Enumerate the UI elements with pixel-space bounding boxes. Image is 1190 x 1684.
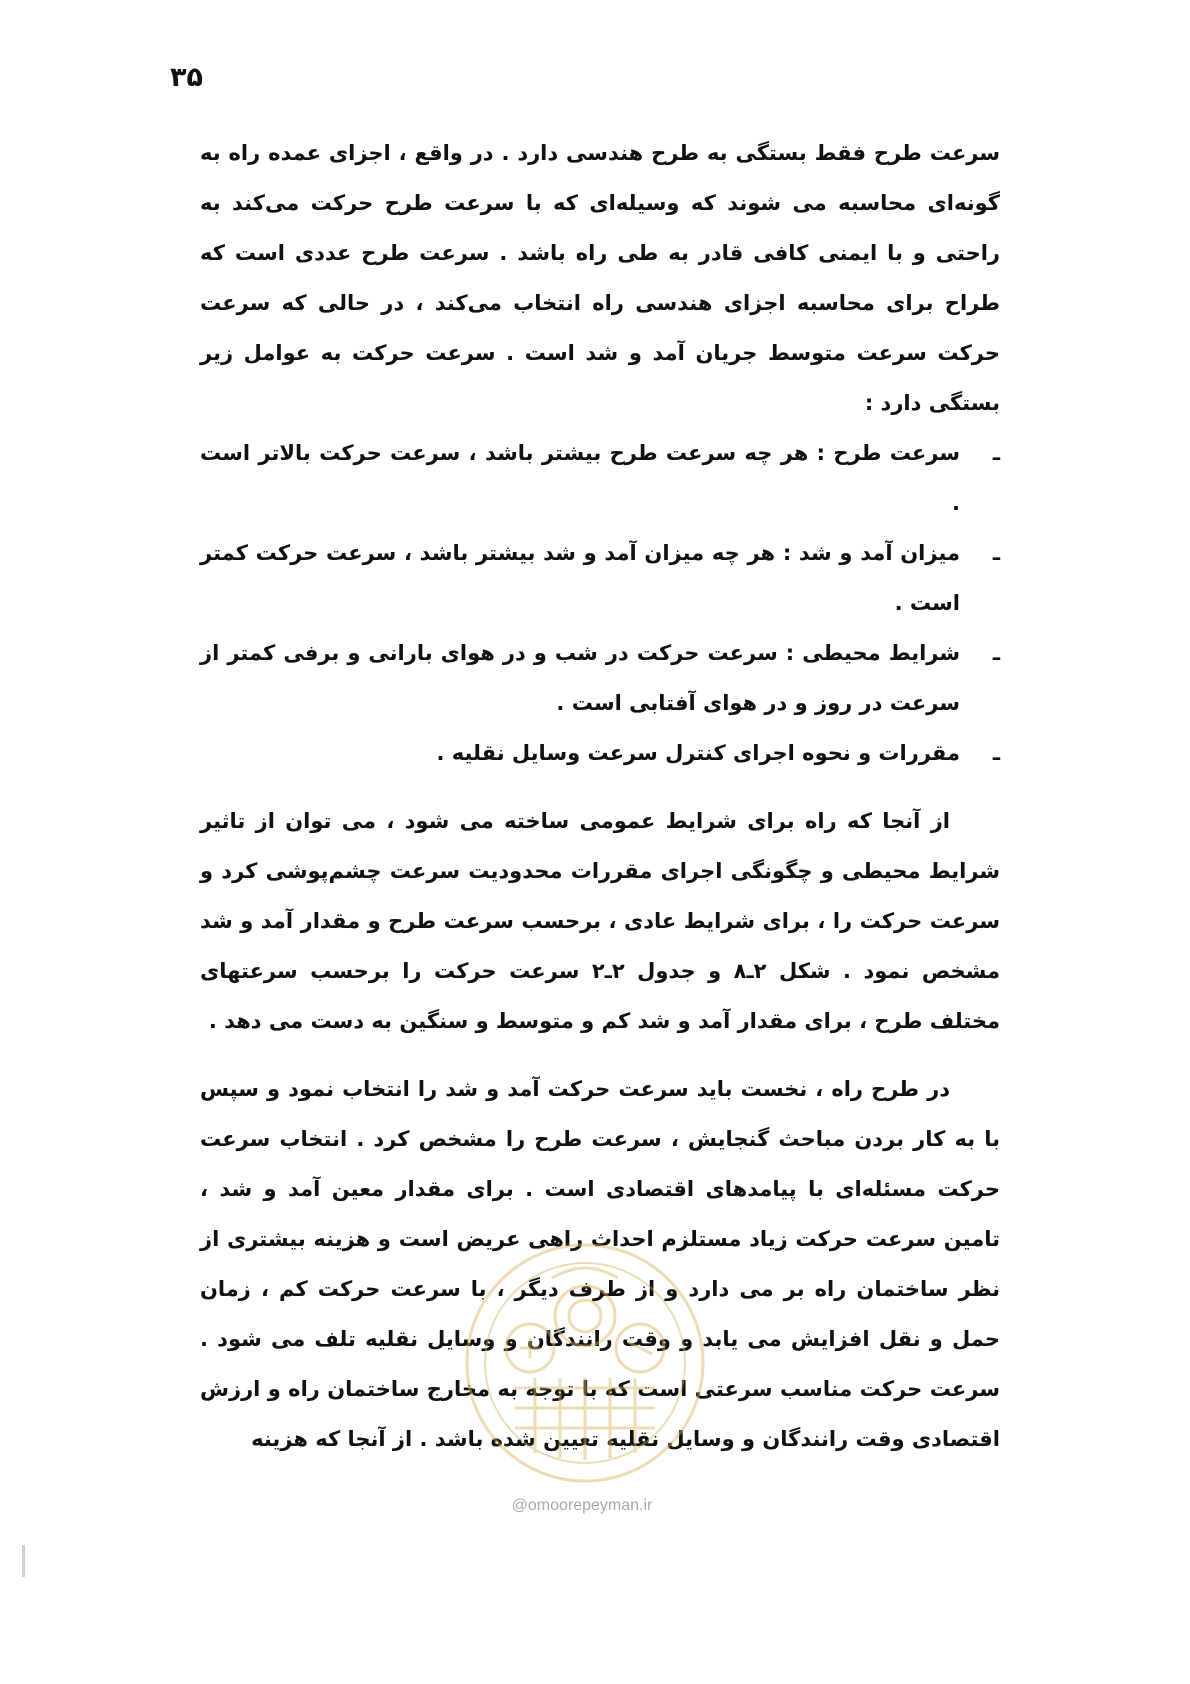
paragraph-speed-selection: در طرح راه ، نخست باید سرعت حرکت آمد و شد را انتخاب نمود و سپس با به کار بردن مباحث گنجایش ، سرعت طرح را مشخص کرد . انتخاب سرعت حرکت مسئله‌ای با پیامدهای اقتصادی است . برای مقدار معین آمد و شد ، تامین سرعت حرکت زیاد مستلزم احداث راهی عریض است و هزینه بیشتری از نظر ساختمان راه بر می دارد و از طرف دیگر ، با سرعت حرکت کم ، زمان حمل و نقل افزایش می یابد و وقت رانندگان و وسایل نقلیه تلف می شود . سرعت حرکت مناسب سرعتی است که با توجه به مخارج ساختمان راه و ارزش اقتصادی وقت رانندگان و وسایل نقلیه تعیین شده باشد . از آنجا که هزینه <box>200 1077 1000 1451</box>
list-item-text: مقررات و نحوه اجرای کنترل سرعت وسایل نقلیه . <box>436 741 960 765</box>
list-dash: ـ <box>992 441 1000 465</box>
paragraph-running-speed: از آنجا که راه برای شرایط عمومی ساخته می شود ، می توان از تاثیر شرایط محیطی و چگونگی اجرای مقررات محدودیت سرعت چشم‌پوشی کرد و سرعت حرکت را ، برای شرایط عادی ، برحسب سرعت طرح و مقدار آمد و شد مشخص نمود . شکل ۲ـ۸ و جدول ۲ـ۲ سرعت حرکت را برحسب سرعتهای مختلف طرح ، برای مقدار آمد و شد کم و متوسط و سنگین به دست می دهد . <box>200 809 1000 1033</box>
list-item-text: سرعت طرح : هر چه سرعت طرح بیشتر باشد ، سرعت حرکت بالاتر است . <box>200 441 960 515</box>
list-item <box>200 728 1000 778</box>
list-item <box>200 528 1000 628</box>
list-dash: ـ <box>992 541 1000 565</box>
list-item <box>200 428 1000 528</box>
list-dash: ـ <box>992 641 1000 665</box>
page-number: ۳۵ <box>170 62 203 93</box>
paragraph-design-speed: سرعت طرح فقط بستگی به طرح هندسی دارد . در واقع ، اجزای عمده راه به گونه‌ای محاسبه می شوند که وسیله‌ای که با سرعت طرح حرکت می‌کند به راحتی و با ایمنی کافی قادر به طی راه باشد . سرعت طرح عددی است که طراح برای محاسبه اجزای هندسی راه انتخاب می‌کند ، در حالی که سرعت حرکت سرعت متوسط جریان آمد و شد است . سرعت حرکت به عوامل زیر بستگی دارد : <box>200 141 1000 415</box>
list-item-text: میزان آمد و شد : هر چه میزان آمد و شد بیشتر باشد ، سرعت حرکت کمتر است . <box>200 541 960 615</box>
list-item <box>200 628 1000 728</box>
scan-edge-mark <box>22 1545 25 1577</box>
watermark-caption: @omoorepeyman.ir <box>511 1497 653 1514</box>
speed-factors-list <box>200 428 1000 778</box>
list-dash: ـ <box>992 741 1000 765</box>
list-item-text: شرایط محیطی : سرعت حرکت در شب و در هوای بارانی و برفی کمتر از سرعت در روز و در هوای آفتابی است . <box>200 641 960 715</box>
page-body <box>200 128 1000 1464</box>
